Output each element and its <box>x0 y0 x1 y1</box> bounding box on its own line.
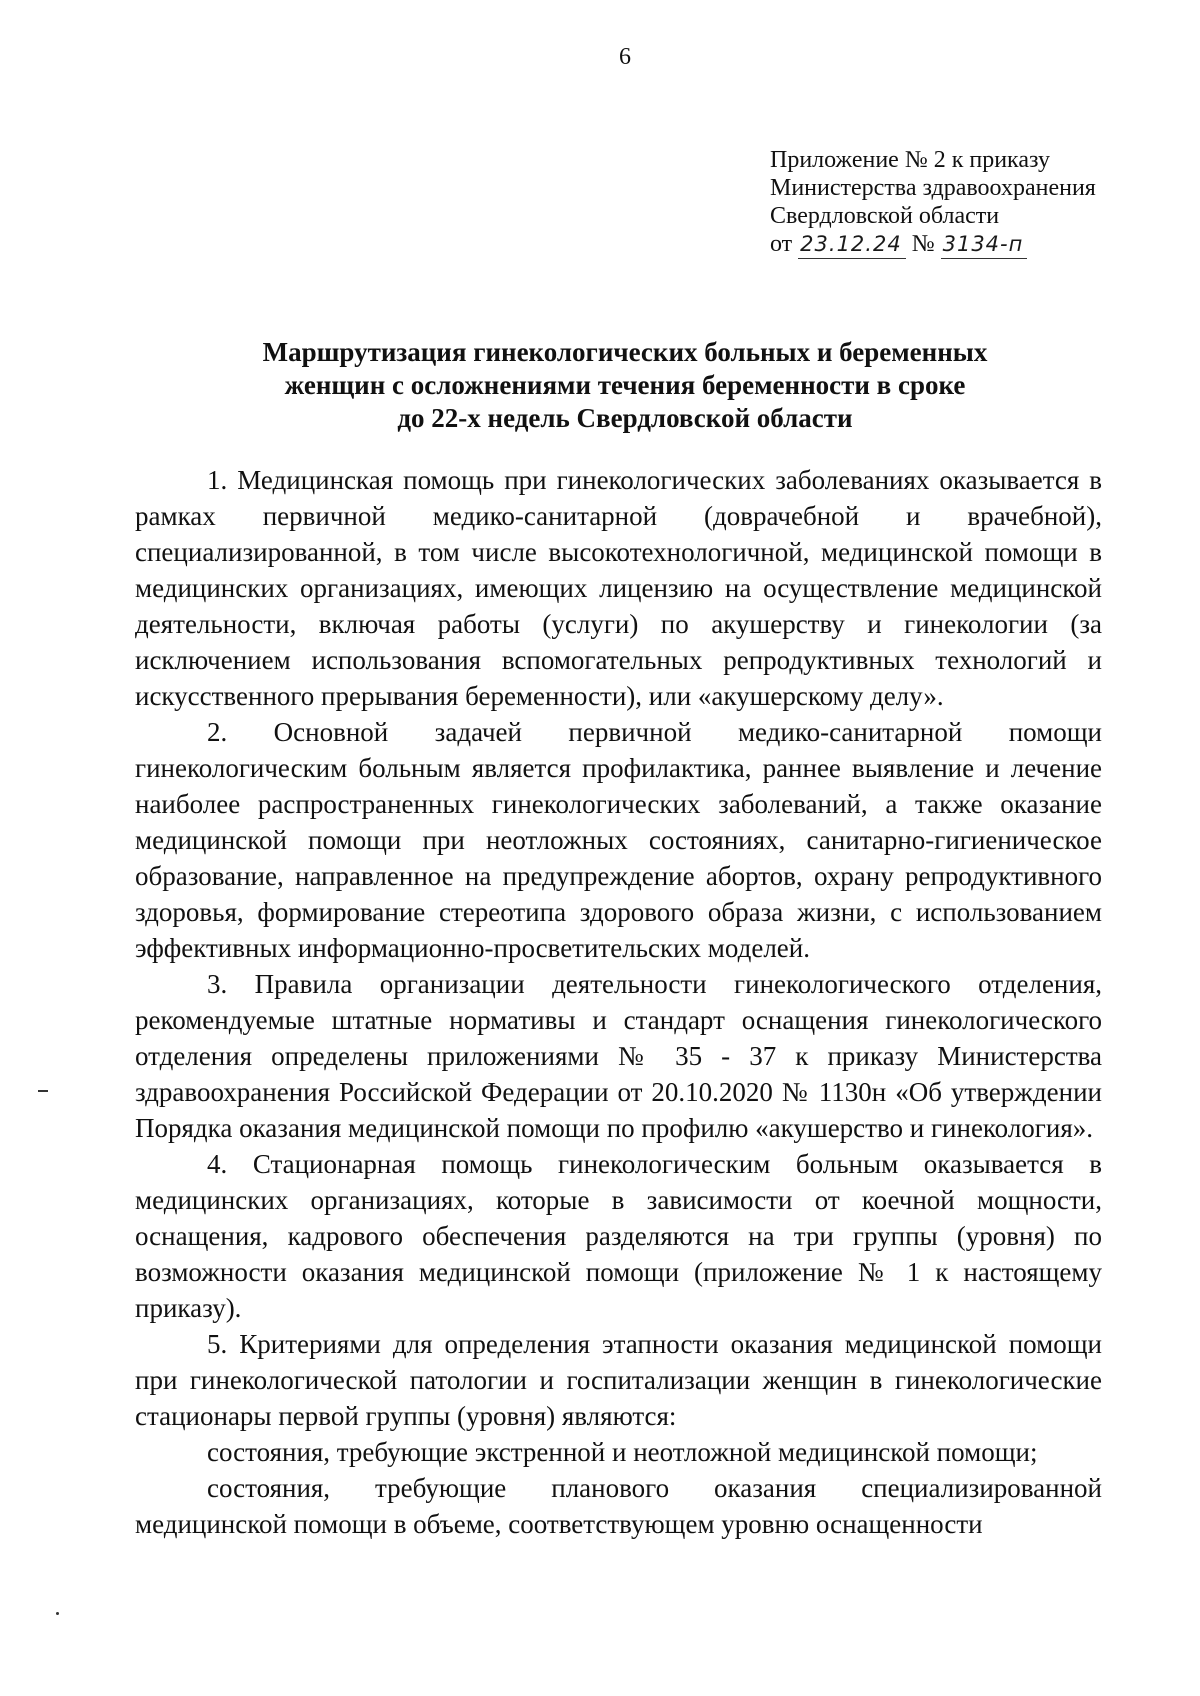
appendix-line-2: Министерства здравоохранения <box>770 175 1096 201</box>
document-body <box>135 462 1102 1542</box>
criteria-item-2: состояния, требующие планового оказания специализированной медицинской помощи в объеме, соответствующем уровню оснащенности <box>135 1473 1102 1539</box>
title-line-3: до 22-х недель Свердловской области <box>397 403 853 433</box>
from-label: от <box>770 231 793 257</box>
handwritten-order-number: 3134-п <box>941 230 1028 259</box>
appendix-line-3: Свердловской области <box>770 203 1000 229</box>
margin-dash-mark <box>38 1090 48 1092</box>
appendix-line-4 <box>770 230 1096 259</box>
paragraph-1: 1. Медицинская помощь при гинекологических заболеваниях оказывается в рамках первичной медико-санитарной (доврачебной и врачебной), специализированной, в том числе высокотехнологичной, медицинской помощи в медицинских организациях, имеющих лицензию на осуществление медицинской деятельности, включая работы (услуги) по акушерству и гинекологии (за исключением использования вспомогательных репродуктивных технологий и искусственного прерывания беременности), или «акушерскому делу». <box>135 465 1102 711</box>
appendix-line-1: Приложение № 2 к приказу <box>770 147 1050 173</box>
handwritten-date: 23.12.24 <box>798 230 906 259</box>
document-title <box>130 336 1120 435</box>
criteria-item-1: состояния, требующие экстренной и неотложной медицинской помощи; <box>207 1437 1038 1467</box>
appendix-header <box>770 146 1096 259</box>
margin-dot-mark <box>56 1612 59 1615</box>
title-line-1: Маршрутизация гинекологических больных и беременных <box>262 337 988 367</box>
page-number: 6 <box>619 44 631 70</box>
paragraph-5: 5. Критериями для определения этапности оказания медицинской помощи при гинекологической патологии и госпитализации женщин в гинекологические стационары первой группы (уровня) являются: <box>135 1329 1102 1431</box>
number-label: № <box>911 231 935 257</box>
title-line-2: женщин с осложнениями течения беременности в сроке <box>284 370 966 400</box>
paragraph-3: 3. Правила организации деятельности гинекологического отделения, рекомендуемые штатные нормативы и стандарт оснащения гинекологического отделения определены приложениями № 35 - 37 к приказу Министерства здравоохранения Российской Федерации от 20.10.2020 № 1130н «Об утверждении Порядка оказания медицинской помощи по профилю «акушерство и гинекология». <box>135 969 1102 1143</box>
paragraph-4: 4. Стационарная помощь гинекологическим больным оказывается в медицинских организациях, которые в зависимости от коечной мощности, оснащения, кадрового обеспечения разделяются на три группы (уровня) по возможности оказания медицинской помощи (приложение № 1 к настоящему приказу). <box>135 1149 1102 1323</box>
paragraph-2: 2. Основной задачей первичной медико-санитарной помощи гинекологическим больным является профилактика, раннее выявление и лечение наиболее распространенных гинекологических заболеваний, а также оказание медицинской помощи при неотложных состояниях, санитарно-гигиеническое образование, направленное на предупреждение абортов, охрану репродуктивного здоровья, формирование стереотипа здорового образа жизни, с использованием эффективных информационно-просветительских моделей. <box>135 717 1102 963</box>
